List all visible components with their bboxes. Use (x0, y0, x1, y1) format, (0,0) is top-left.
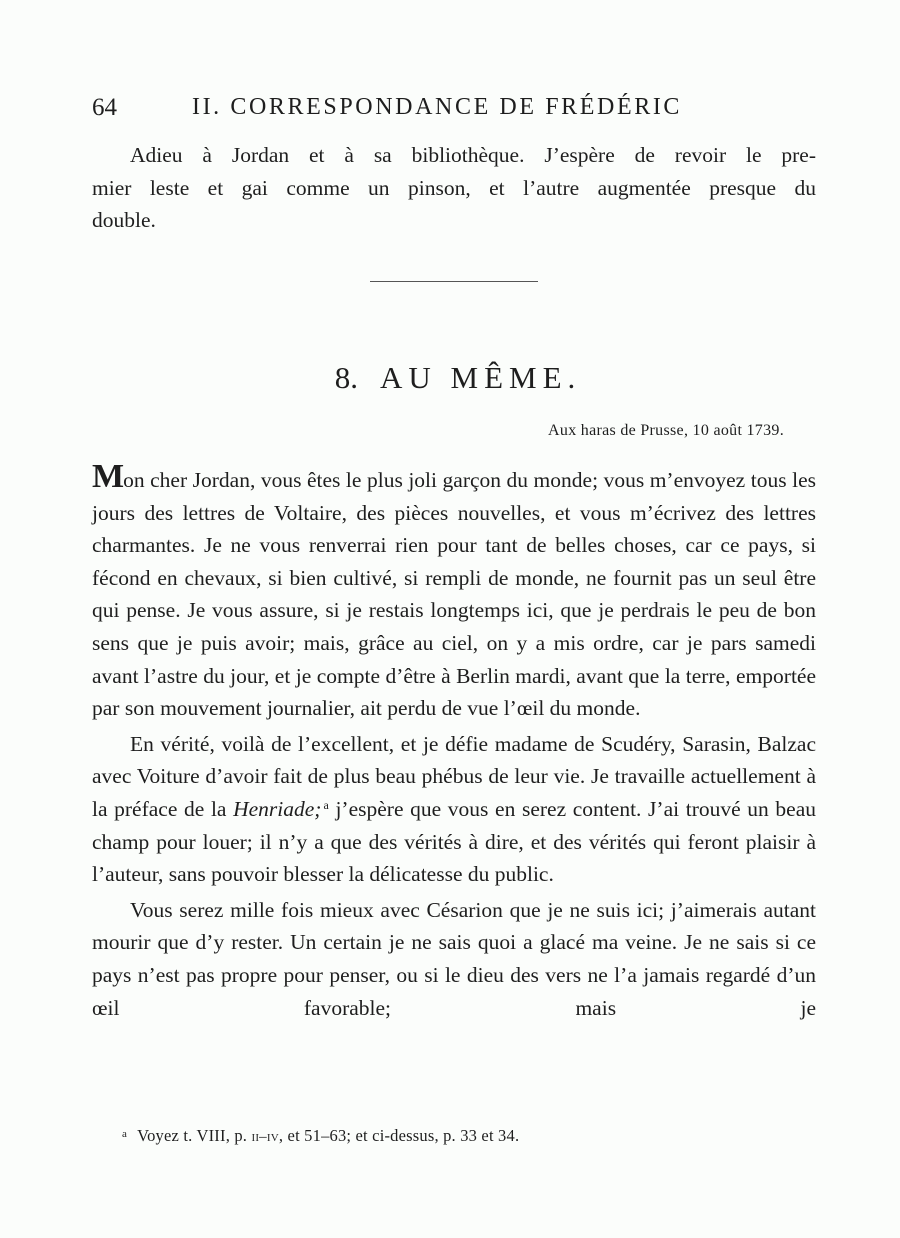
paragraph-text-start: En vérité, voilà de l’excellent, et je défie madame de Scudéry, Sarasin, Balzac avec Voiture d’avoir fait de plus beau phébus de leur vie. Je travaille actuellement à la préface de la (92, 731, 816, 821)
footnote-reference[interactable]: a (323, 797, 329, 812)
footnote-roman-range: ii–iv (251, 1129, 279, 1145)
intro-paragraph (92, 139, 816, 237)
intro-line-1: Adieu à Jordan et à sa bibliothèque. J’espère de revoir le pre- (130, 143, 816, 167)
paragraph-text: on cher Jordan, vous êtes le plus joli garçon du monde; vous m’envoyez tous les jours des lettres de Voltaire, des pièces nouvelles, et vous m’écrivez des lettres charmantes. Je ne vous renverrai rien pour tant de belles choses, car ce pays, si fécond en chevaux, si bien cultivé, si rempli de monde, ne fournit pas un seul être qui pense. Je vous assure, si je restais longtemps ici, que je perdrais le peu de bon sens que je puis avoir; mais, grâce au ciel, on y a mis ordre, car je pars samedi avant l’astre du jour, et je compte d’être à Berlin mardi, avant que la terre, emportée par son mouvement journalier, ait perdu de vue l’œil du monde. (92, 468, 816, 721)
intro-line-3: double. (92, 208, 156, 233)
page-number: 64 (92, 94, 117, 121)
section-divider-rule (370, 281, 538, 282)
letter-body (92, 460, 816, 1024)
italic-title-henriade: Henriade; (233, 796, 322, 821)
footnote-text-2: , et 51–63; et ci-dessus, p. 33 et 34. (278, 1126, 520, 1145)
letter-title: AU MÊME. (379, 360, 582, 395)
running-title: II. CORRESPONDANCE DE FRÉDÉRIC (192, 94, 683, 120)
letter-paragraph-1 (92, 460, 816, 725)
footnote-text-1: Voyez t. VIII, p. (137, 1126, 252, 1145)
paragraph-text-end: j’espère que vous en serez content. J’ai trouvé un beau champ pour louer; il n’y a que des vérités à dire, et des vérités qui feront plaisir à l’auteur, sans pouvoir blesser la délicatesse du public. (92, 796, 816, 887)
letter-number: 8. (334, 360, 358, 395)
letter-paragraph-3: Vous serez mille fois mieux avec Césarion que je ne suis ici; j’aimerais autant mourir que d’y rester. Un certain je ne sais quoi a glacé ma veine. Je ne sais si ce pays n’est pas propre pour penser, ou si le dieu des vers ne l’a jamais regardé d’un œil favorable; mais je (92, 897, 816, 1020)
letter-dateline: Aux haras de Prusse, 10 août 1739. (548, 422, 784, 439)
footnote (122, 1126, 519, 1146)
footnote-mark: a (122, 1128, 128, 1140)
drop-cap: M (92, 458, 124, 495)
letter-paragraph-2 (92, 728, 816, 891)
running-head (92, 94, 816, 124)
letter-heading (92, 360, 816, 396)
intro-line-2: mier leste et gai comme un pinson, et l’autre augmentée presque du (92, 175, 816, 200)
